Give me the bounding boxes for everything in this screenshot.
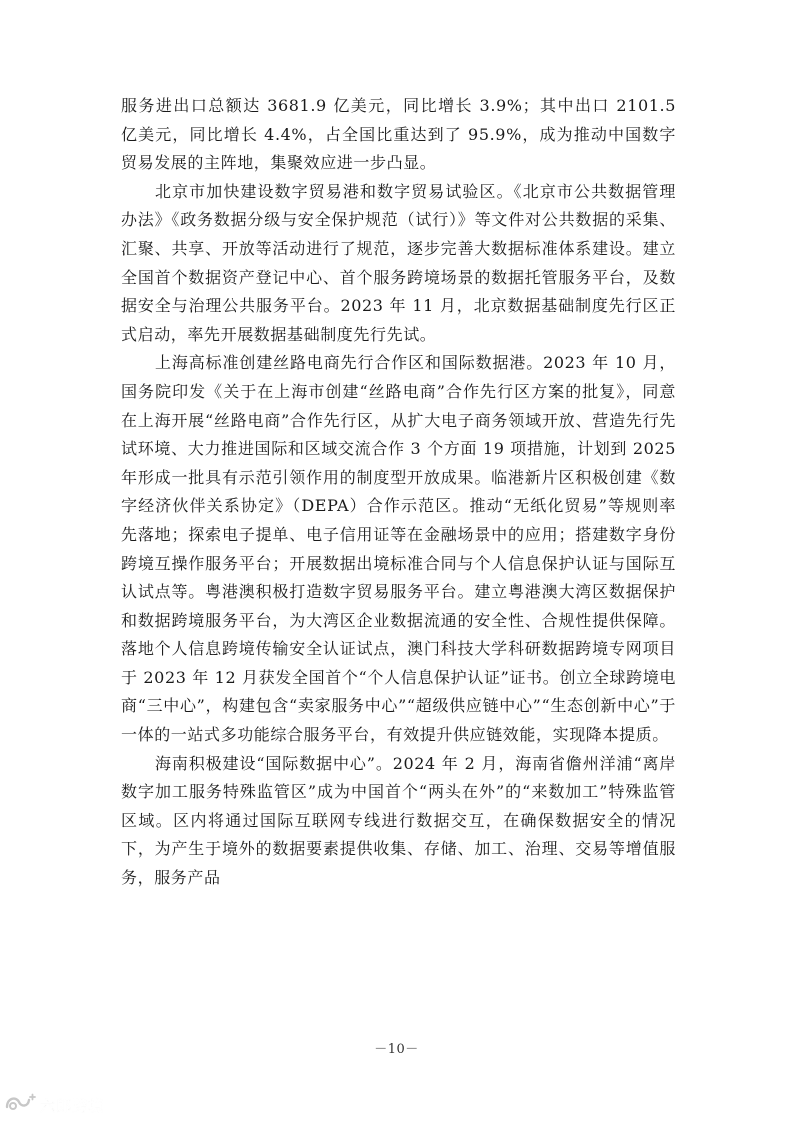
watermark	[4, 1093, 104, 1117]
watermark-text: 六郎跨境	[40, 1096, 105, 1115]
watermark-logo-icon	[4, 1093, 38, 1117]
paragraph-shanghai: 上海高标准创建丝路电商先行合作区和国际数据港。2023 年 10 月，国务院印发《关于在上海市创建“丝路电商”合作先行区方案的批复》，同意在上海开展“丝路电商”合作先行区，从扩大电子商务领域开放、营造先行先试环境、大力推进国际和区域交流合作 3 个方面 19 项措施，计划到 2025 年形成一批具有示范引领作用的制度型开放成果。临港新片区积极创建《数字经济伙伴关系协定》（DEPA）合作示范区。推动“无纸化贸易”等规则率先落地；探索电子提单、电子信用证等在金融场景中的应用；搭建数字身份跨境互操作服务平台；开展数据出境标准合同与个人信息保护认证与国际互认试点等。粤港澳积极打造数字贸易服务平台。建立粤港澳大湾区数据保护和数据跨境服务平台，为大湾区企业数据流通的安全性、合规性提供保障。落地个人信息跨境传输安全认证试点，澳门科技大学科研数据跨境专网项目于 2023 年 12 月获发全国首个“个人信息保护认证”证书。创立全球跨境电商“三中心”，构建包含“卖家服务中心”“超级供应链中心”“生态创新中心”于一体的一站式多功能综合服务平台，有效提升供应链效能，实现降本提质。	[121, 353, 676, 745]
document-body	[121, 92, 676, 893]
page-number: －10－	[374, 1042, 419, 1057]
paragraph-continuation: 服务进出口总额达 3681.9 亿美元，同比增长 3.9%；其中出口 2101.5 亿美元，同比增长 4.4%，占全国比重达到了 95.9%，成为推动中国数字贸易发展的主阵地，集聚效应进一步凸显。	[121, 96, 676, 173]
paragraph-beijing: 北京市加快建设数字贸易港和数字贸易试验区。《北京市公共数据管理办法》《政务数据分级与安全保护规范（试行）》等文件对公共数据的采集、汇聚、共享、开放等活动进行了规范，逐步完善大数据标准体系建设。建立全国首个数据资产登记中心、首个服务跨境场景的数据托管服务平台，及数据安全与治理公共服务平台。2023 年 11 月，北京数据基础制度先行区正式启动，率先开展数据基础制度先行先试。	[121, 181, 676, 344]
paragraph-hainan: 海南积极建设“国际数据中心”。2024 年 2 月，海南省儋州洋浦“离岸数字加工服务特殊监管区”成为中国首个“两头在外”的“来数加工”特殊监管区域。区内将通过国际互联网专线进行数据交互，在确保数据安全的情况下，为产生于境外的数据要素提供收集、存储、加工、治理、交易等增值服务，服务产品	[121, 753, 676, 888]
